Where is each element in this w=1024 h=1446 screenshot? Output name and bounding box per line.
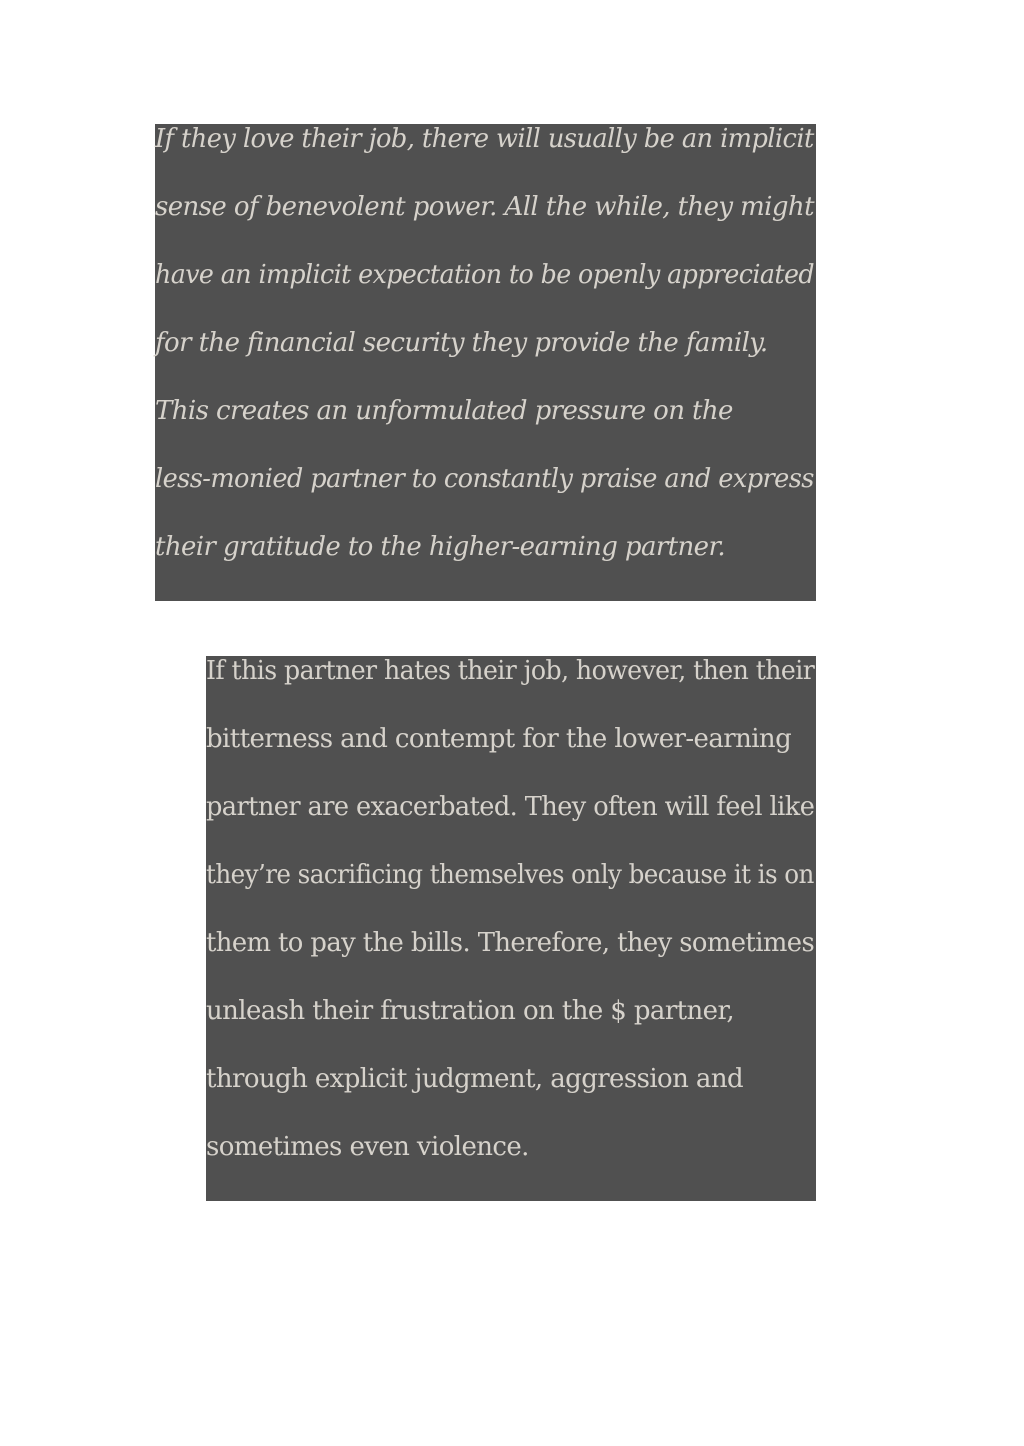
italic-passage-line: sense of benevolent power. All the while, they might — [155, 192, 814, 222]
regular-passage-line: unleash their frustration on the $ partner, — [206, 996, 735, 1026]
regular-passage-block — [206, 656, 816, 1201]
regular-passage-line: they’re sacrificing themselves only because it is on — [206, 860, 814, 890]
italic-passage-line: If they love their job, there will usually be an implicit — [155, 124, 814, 154]
italic-passage-block — [155, 124, 816, 601]
regular-passage-line: them to pay the bills. Therefore, they sometimes — [206, 928, 815, 958]
italic-passage-line: their gratitude to the higher-earning partner. — [155, 532, 726, 562]
italic-passage-line: for the financial security they provide the family. — [155, 328, 768, 358]
regular-passage-line: partner are exacerbated. They often will feel like — [206, 792, 815, 822]
regular-passage-line: bitterness and contempt for the lower-earning — [206, 724, 792, 754]
regular-passage-line: sometimes even violence. — [206, 1132, 529, 1162]
regular-passage-line: If this partner hates their job, however, then their — [206, 656, 815, 686]
italic-passage-line: have an implicit expectation to be openly appreciated — [155, 260, 814, 290]
regular-passage-line: through explicit judgment, aggression and — [206, 1064, 744, 1094]
italic-passage-line: less-monied partner to constantly praise and express — [155, 464, 814, 494]
italic-passage-line: This creates an unformulated pressure on the — [155, 396, 733, 426]
